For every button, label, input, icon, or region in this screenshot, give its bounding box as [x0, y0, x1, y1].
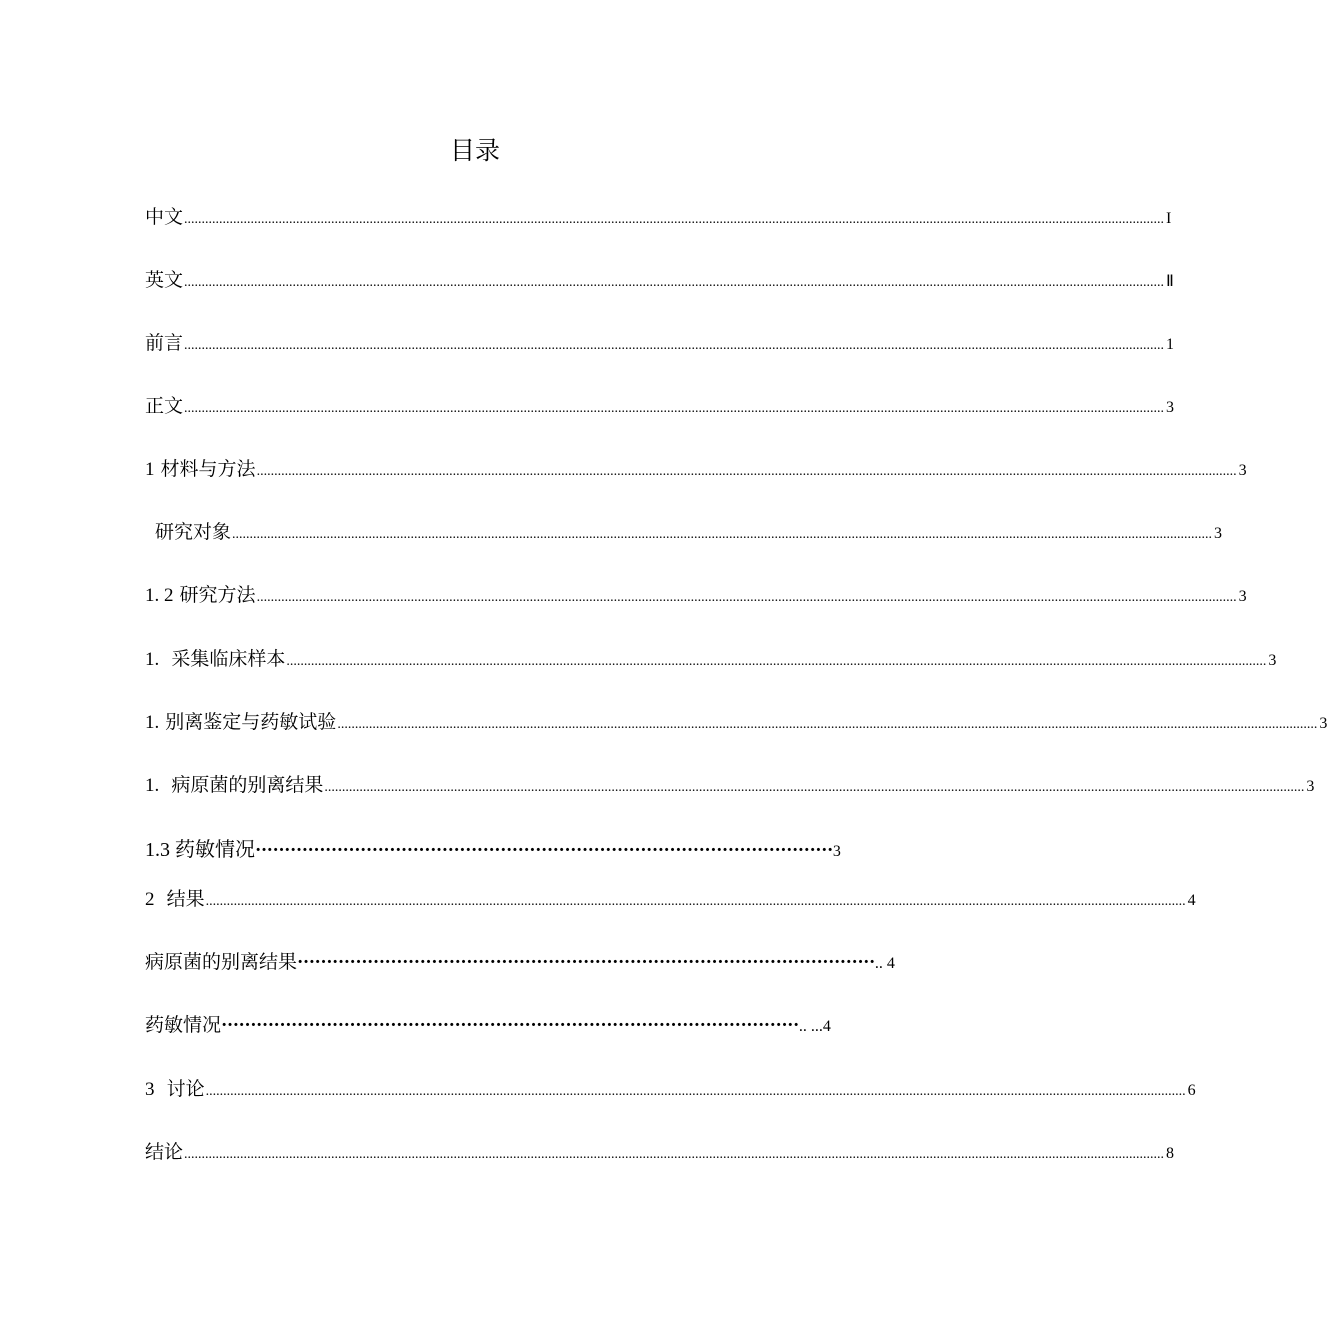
page-title: 目录 — [449, 136, 500, 165]
toc-entry-label: 前言 — [145, 332, 184, 354]
toc-entry[interactable] — [145, 580, 1247, 608]
toc-entry-number: 1. — [145, 712, 160, 733]
toc-entry-page: 3 — [1238, 588, 1247, 605]
toc-leader — [232, 527, 1212, 543]
toc-entry-label: 病原菌的别离结果 — [145, 951, 298, 973]
toc-entry-page: 8 — [1166, 1145, 1175, 1162]
toc-entry[interactable] — [145, 265, 1174, 293]
toc-leader — [184, 1147, 1164, 1163]
toc-leader — [324, 780, 1304, 796]
toc-entry[interactable] — [145, 884, 1196, 912]
toc-entry[interactable] — [145, 517, 1223, 545]
toc-entry-page: 1 — [1166, 336, 1175, 353]
toc-entry-label — [145, 644, 285, 671]
toc-entry[interactable] — [145, 1137, 1175, 1165]
toc-entry-text: 病原菌的别离结果 — [171, 774, 324, 796]
toc-entry[interactable] — [145, 707, 1327, 735]
toc-entry-page: 3 — [1166, 399, 1175, 416]
toc-leader — [206, 894, 1186, 910]
toc-entry-page: 3 — [832, 843, 841, 860]
toc-entry-page: 6 — [1187, 1082, 1196, 1099]
toc-entry[interactable] — [145, 770, 1315, 798]
toc-entry-page: Ⅱ — [1166, 273, 1174, 290]
toc-entry-label: 结论 — [145, 1141, 184, 1163]
toc-entry[interactable] — [145, 328, 1175, 356]
toc-leader — [257, 590, 1237, 606]
toc-entry-number: 3 — [145, 1079, 155, 1100]
toc-entry[interactable] — [145, 391, 1175, 419]
toc-leader: ··································································································· — [221, 1015, 799, 1036]
toc-entry-page: .. ...4 — [798, 1018, 831, 1035]
toc-entry-page: I — [1166, 210, 1172, 227]
toc-leader — [337, 717, 1317, 733]
toc-entry[interactable] — [145, 947, 895, 975]
toc-entry-page: 4 — [1187, 892, 1196, 909]
toc-entry-label: 英文 — [145, 269, 184, 291]
toc-entry[interactable] — [145, 454, 1247, 482]
toc-leader — [184, 275, 1164, 291]
toc-leader — [184, 338, 1164, 354]
toc-entry-page: 3 — [1319, 715, 1327, 732]
toc-entry-text: 讨论 — [166, 1078, 205, 1100]
toc-leader — [184, 401, 1164, 417]
toc-entry-text: 结果 — [166, 888, 205, 910]
toc-entry-number: 1. — [145, 775, 160, 796]
toc-entry-label: 正文 — [145, 395, 184, 417]
toc-entry-page: 3 — [1238, 462, 1247, 479]
toc-leader — [184, 212, 1164, 228]
toc-entry-number: 2 — [145, 889, 155, 910]
toc-entry-number: 1 — [145, 459, 155, 480]
toc-entry-label — [145, 884, 205, 911]
toc-entry-page: 3 — [1268, 652, 1277, 669]
toc-entry[interactable] — [145, 1010, 831, 1038]
toc-entry-label: 药敏情况 — [145, 1014, 222, 1036]
toc-leader — [206, 1084, 1186, 1100]
toc-entry-text: 材料与方法 — [160, 458, 256, 480]
toc-entry-label — [145, 770, 323, 797]
toc-entry-label — [145, 1074, 205, 1101]
toc-leader: ··································································································· — [255, 840, 833, 861]
toc-entry-label: 研究对象 — [155, 521, 232, 543]
toc-entry-page: 3 — [1306, 778, 1315, 795]
toc-entry[interactable] — [145, 644, 1277, 672]
toc-entry-label — [145, 454, 256, 481]
toc-entry-number: 1. 2 — [145, 585, 174, 606]
toc-entry-label: 1.3 药敏情况 — [145, 839, 255, 861]
toc-entry-label — [145, 707, 336, 734]
toc-entry-text: 别离鉴定与药敏试验 — [165, 711, 337, 733]
toc-entry[interactable] — [145, 1074, 1196, 1102]
toc-entry[interactable] — [145, 202, 1172, 230]
toc-leader: ··································································································· — [297, 952, 875, 973]
toc-leader — [286, 654, 1266, 670]
toc-entry-page: .. 4 — [874, 955, 895, 972]
toc-entry-page: 3 — [1214, 525, 1223, 542]
toc-entry-text: 采集临床样本 — [171, 648, 286, 670]
toc-entry-label — [145, 580, 256, 607]
toc-entry-number: 1. — [145, 649, 160, 670]
toc-entry[interactable] — [145, 833, 841, 861]
toc-leader — [257, 464, 1237, 480]
toc-entry-label: 中文 — [145, 206, 184, 228]
toc-entry-text: 研究方法 — [179, 584, 256, 606]
